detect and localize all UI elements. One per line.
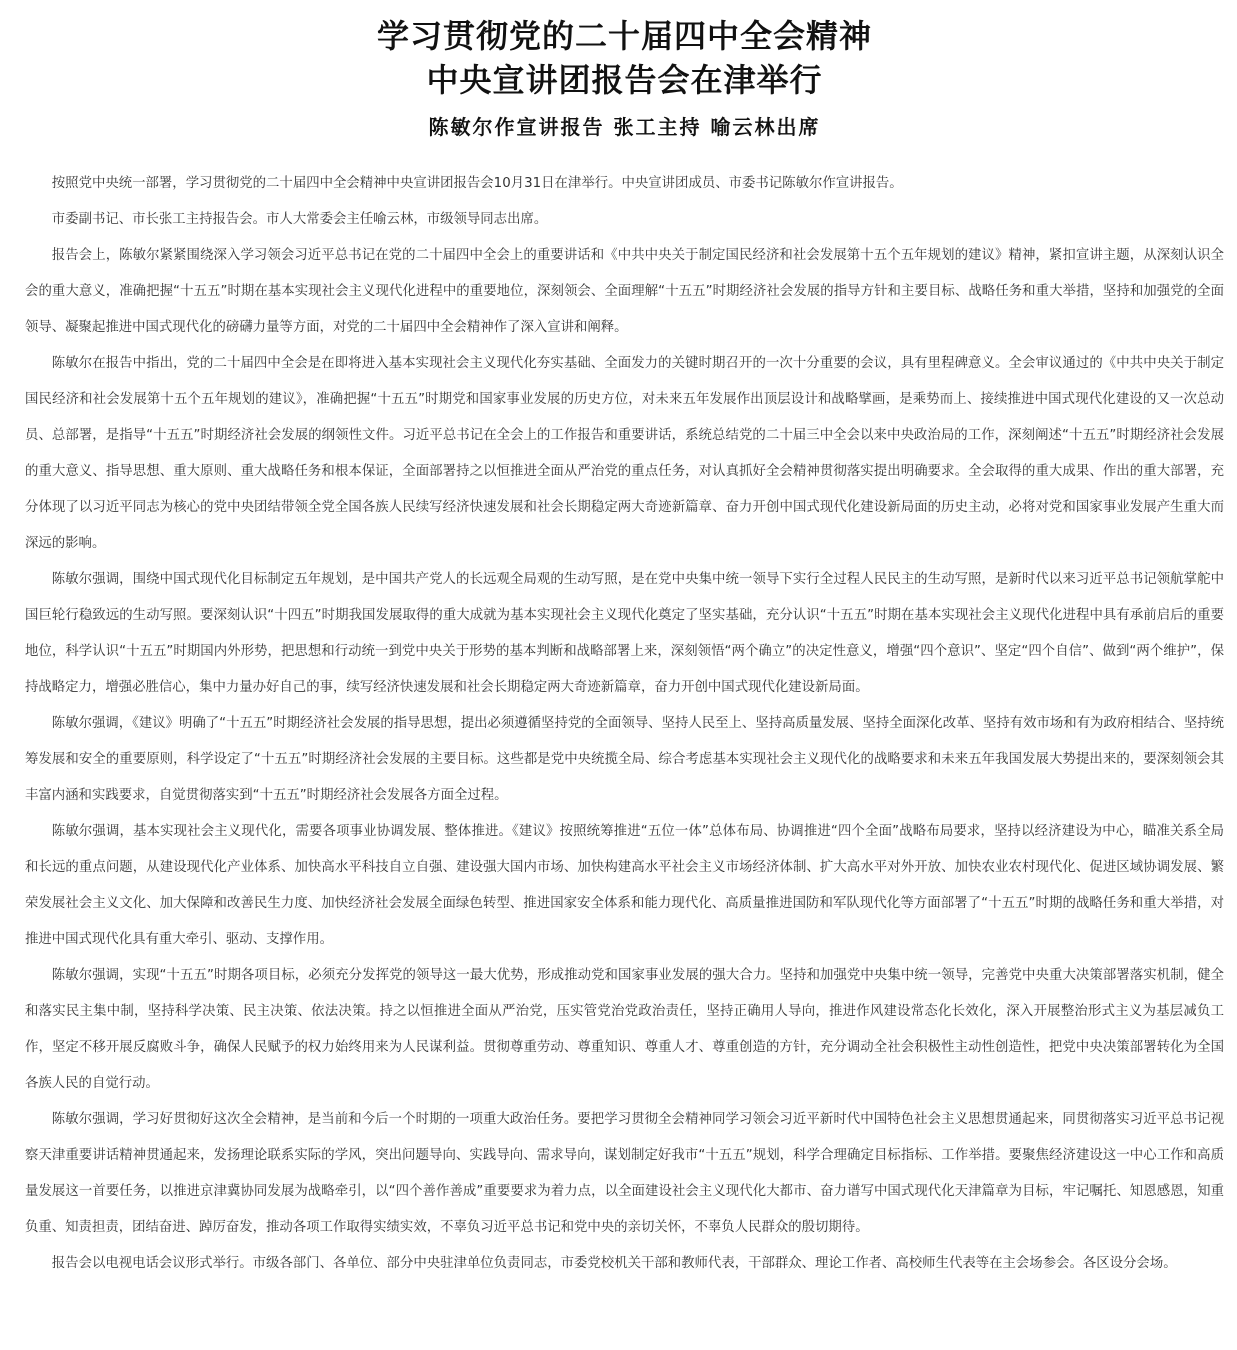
article-paragraph: 报告会以电视电话会议形式举行。市级各部门、各单位、部分中央驻津单位负责同志，市委党校机关干部和教师代表，干部群众、理论工作者、高校师生代表等在主会场参会。各区设分会场。 [51,1256,1177,1271]
article-paragraph: 陈敏尔在报告中指出，党的二十届四中全会是在即将进入基本实现社会主义现代化夯实基础、全面发力的关键时期召开的一次十分重要的会议，具有里程碑意义。全会审议通过的《中共中央关于制定国民经济和社会发展第十五个五年规划的建议》，准确把握“十五五”时期党和国家事业发展的历史方位，对未来五年发展作出顶层设计和战略擘画，是乘势而上、接续推进中国式现代化建设的又一次总动员、总部署，是指导“十五五”时期经济社会发展的纲领性文件。习近平总书记在全会上的工作报告和重要讲话，系统总结党的二十届三中全会以来中央政治局的工作，深刻阐述“十五五”时期经济社会发展的重大意义、指导思想、重大原则、重大战略任务和根本保证，全面部署持之以恒推进全面从严治党的重点任务，对认真抓好全会精神贯彻落实提出明确要求。全会取得的重大成果、作出的重大部署，充分体现了以习近平同志为核心的党中央团结带领全党全国各族人民续写经济快速发展和社会长期稳定两大奇迹新篇章、奋力开创中国式现代化建设新局面的历史主动，必将对党和国家事业发展产生重大而深远的影响。 [25,356,1224,551]
article-paragraph: 陈敏尔强调，围绕中国式现代化目标制定五年规划，是中国共产党人的长远观全局观的生动写照，是在党中央集中统一领导下实行全过程人民民主的生动写照，是新时代以来习近平总书记领航掌舵中国巨轮行稳致远的生动写照。要深刻认识“十四五”时期我国发展取得的重大成就为基本实现社会主义现代化奠定了坚实基础，充分认识“十五五”时期在基本实现社会主义现代化进程中具有承前启后的重要地位，科学认识“十五五”时期国内外形势，把思想和行动统一到党中央关于形势的基本判断和战略部署上来，深刻领悟“两个确立”的决定性意义，增强“四个意识”、坚定“四个自信”、做到“两个维护”，保持战略定力，增强必胜信心，集中力量办好自己的事，续写经济快速发展和社会长期稳定两大奇迹新篇章，奋力开创中国式现代化建设新局面。 [25,572,1224,695]
article-paragraph: 报告会上，陈敏尔紧紧围绕深入学习领会习近平总书记在党的二十届四中全会上的重要讲话和《中共中央关于制定国民经济和社会发展第十五个五年规划的建议》精神，紧扣宣讲主题，从深刻认识全会的重大意义，准确把握“十五五”时期在基本实现社会主义现代化进程中的重要地位，深刻领会、全面理解“十五五”时期经济社会发展的指导方针和主要目标、战略任务和重大举措，坚持和加强党的全面领导、凝聚起推进中国式现代化的磅礴力量等方面，对党的二十届四中全会精神作了深入宣讲和阐释。 [25,248,1224,335]
page-subtitle: 陈敏尔作宣讲报告 张工主持 喻云林出席 [428,115,821,139]
page-title-line-2: 中央宣讲团报告会在津举行 [426,61,823,99]
article-paragraph: 市委副书记、市长张工主持报告会。市人大常委会主任喻云林，市级领导同志出席。 [51,212,548,227]
article-paragraph: 陈敏尔强调，实现“十五五”时期各项目标，必须充分发挥党的领导这一最大优势，形成推动党和国家事业发展的强大合力。坚持和加强党中央集中统一领导，完善党中央重大决策部署落实机制，健全和落实民主集中制，坚持科学决策、民主决策、依法决策。持之以恒推进全面从严治党，压实管党治党政治责任，坚持正确用人导向，推进作风建设常态化长效化，深入开展整治形式主义为基层减负工作，坚定不移开展反腐败斗争，确保人民赋予的权力始终用来为人民谋利益。贯彻尊重劳动、尊重知识、尊重人才、尊重创造的方针，充分调动全社会积极性主动性创造性，把党中央决策部署转化为全国各族人民的自觉行动。 [25,968,1224,1091]
article-body [25,166,1224,1282]
headline [25,14,1224,142]
page-title-line-1: 学习贯彻党的二十届四中全会精神 [376,17,872,55]
article-paragraph: 陈敏尔强调，《建议》明确了“十五五”时期经济社会发展的指导思想，提出必须遵循坚持党的全面领导、坚持人民至上、坚持高质量发展、坚持全面深化改革、坚持有效市场和有为政府相结合、坚持统筹发展和安全的重要原则，科学设定了“十五五”时期经济社会发展的主要目标。这些都是党中央统揽全局、综合考虑基本实现社会主义现代化的战略要求和未来五年我国发展大势提出来的，要深刻领会其丰富内涵和实践要求，自觉贯彻落实到“十五五”时期经济社会发展各方面全过程。 [25,716,1224,803]
article-paragraph: 陈敏尔强调，基本实现社会主义现代化，需要各项事业协调发展、整体推进。《建议》按照统筹推进“五位一体”总体布局、协调推进“四个全面”战略布局要求，坚持以经济建设为中心，瞄准关系全局和长远的重点问题，从建设现代化产业体系、加快高水平科技自立自强、建设强大国内市场、加快构建高水平社会主义市场经济体制、扩大高水平对外开放、加快农业农村现代化、促进区域协调发展、繁荣发展社会主义文化、加大保障和改善民生力度、加快经济社会发展全面绿色转型、推进国家安全体系和能力现代化、高质量推进国防和军队现代化等方面部署了“十五五”时期的战略任务和重大举措，对推进中国式现代化具有重大牵引、驱动、支撑作用。 [25,824,1224,947]
article-paragraph: 按照党中央统一部署，学习贯彻党的二十届四中全会精神中央宣讲团报告会10月31日在津举行。中央宣讲团成员、市委书记陈敏尔作宣讲报告。 [51,176,903,191]
article-paragraph: 陈敏尔强调，学习好贯彻好这次全会精神，是当前和今后一个时期的一项重大政治任务。要把学习贯彻全会精神同学习领会习近平新时代中国特色社会主义思想贯通起来，同贯彻落实习近平总书记视察天津重要讲话精神贯通起来，发扬理论联系实际的学风，突出问题导向、实践导向、需求导向，谋划制定好我市“十五五”规划，科学合理确定目标指标、工作举措。要聚焦经济建设这一中心工作和高质量发展这一首要任务，以推进京津冀协同发展为战略牵引，以“四个善作善成”重要要求为着力点，以全面建设社会主义现代化大都市、奋力谱写中国式现代化天津篇章为目标，牢记嘱托、知恩感恩，知重负重、知责担责，团结奋进、踔厉奋发，推动各项工作取得实绩实效，不辜负习近平总书记和党中央的亲切关怀，不辜负人民群众的殷切期待。 [25,1112,1224,1235]
